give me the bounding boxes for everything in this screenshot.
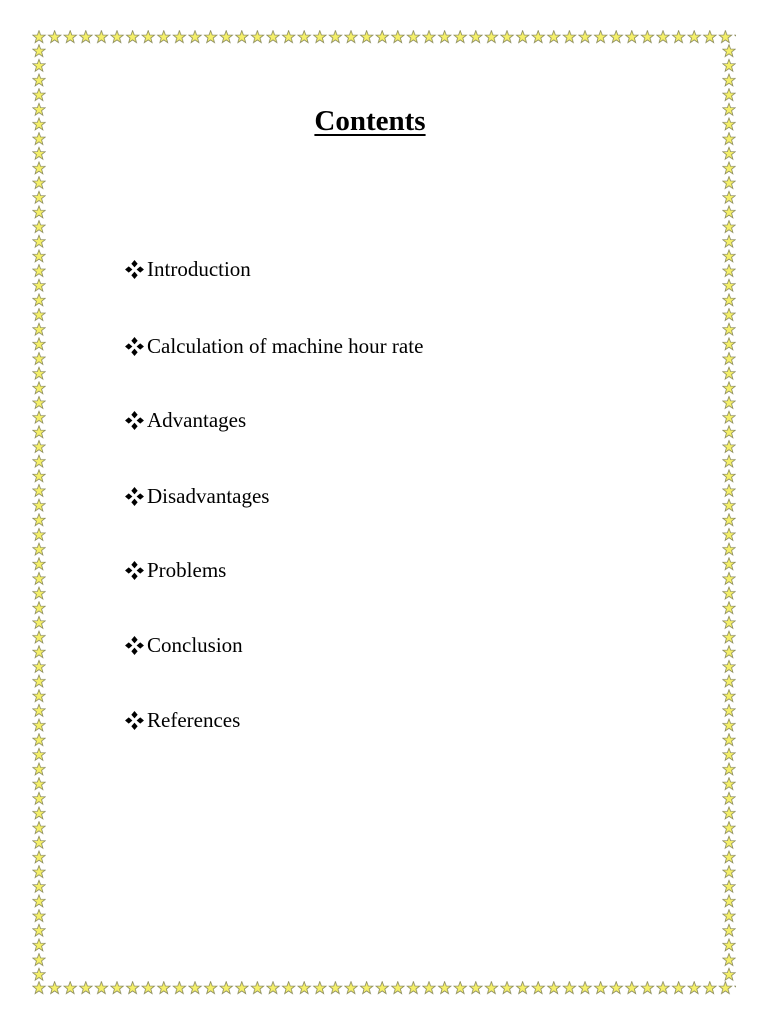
list-item bbox=[124, 557, 226, 583]
star-icon bbox=[32, 30, 736, 44]
contents-entry-label: Advantages bbox=[147, 408, 247, 432]
star-icon bbox=[32, 44, 46, 982]
list-item bbox=[124, 632, 243, 658]
star-border-left bbox=[32, 44, 46, 982]
contents-entry-label: Introduction bbox=[147, 257, 251, 281]
contents-entry-label: Conclusion bbox=[147, 633, 243, 657]
list-item bbox=[124, 256, 251, 282]
list-item bbox=[124, 483, 269, 509]
four-diamond-bullet-icon bbox=[124, 336, 145, 357]
four-diamond-bullet-icon bbox=[124, 560, 145, 581]
four-diamond-bullet-icon bbox=[124, 486, 145, 507]
four-diamond-bullet-icon bbox=[124, 635, 145, 656]
four-diamond-bullet-icon bbox=[124, 259, 145, 280]
star-border-top bbox=[32, 30, 736, 44]
contents-entry-label: Disadvantages bbox=[147, 484, 270, 508]
contents-entry-label: Calculation of machine hour rate bbox=[147, 334, 424, 358]
four-diamond-bullet-icon bbox=[124, 710, 145, 731]
list-item bbox=[124, 407, 246, 433]
star-icon bbox=[722, 44, 736, 982]
star-icon bbox=[32, 981, 736, 995]
star-border-right bbox=[722, 44, 736, 982]
contents-entry-label: References bbox=[147, 708, 241, 732]
star-border-bottom bbox=[32, 981, 736, 995]
page-title: Contents bbox=[314, 105, 426, 138]
four-diamond-bullet-icon bbox=[124, 410, 145, 431]
list-item bbox=[124, 707, 240, 733]
contents-entry-label: Problems bbox=[147, 558, 227, 582]
list-item bbox=[124, 333, 423, 359]
